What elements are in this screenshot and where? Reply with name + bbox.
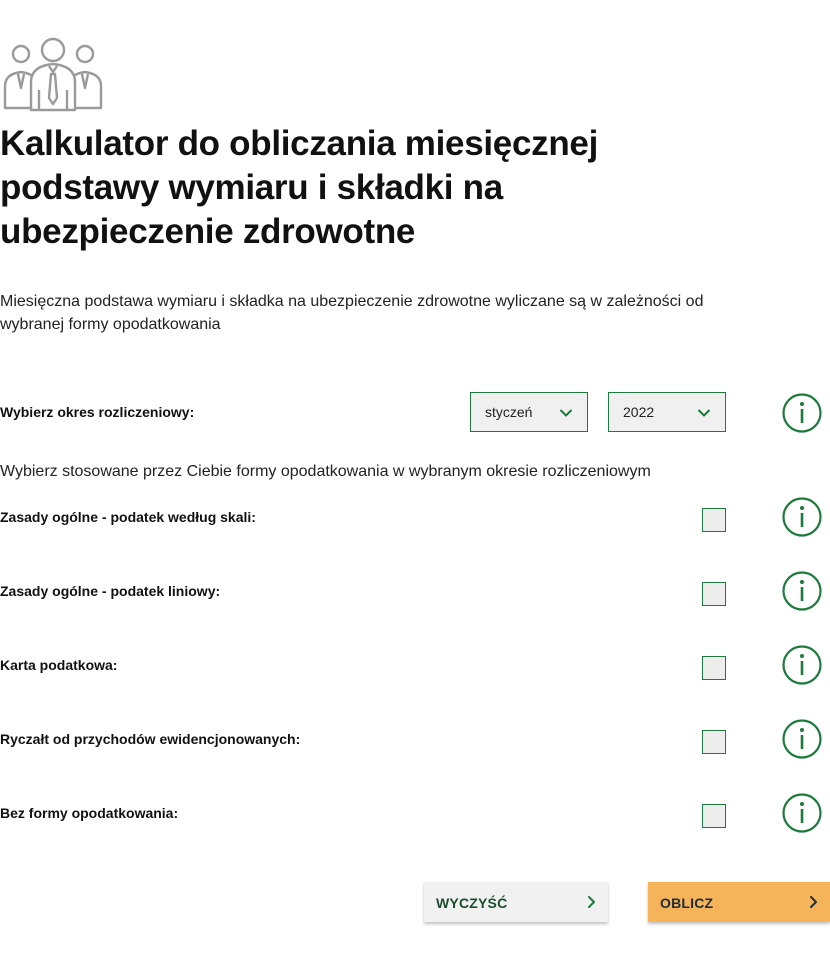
page-title: Kalkulator do obliczania miesięcznej podstawy wymiaru i składki na ubezpieczenie zdrowotne: [0, 124, 598, 251]
tax-card-checkbox[interactable]: [702, 656, 726, 680]
lump-sum-info-icon[interactable]: [782, 719, 822, 759]
taxation-option-label: Bez formy opodatkowania:: [0, 805, 179, 821]
calculate-button[interactable]: [648, 882, 830, 922]
lump-sum-checkbox[interactable]: [702, 730, 726, 754]
no-taxation-info-icon[interactable]: [782, 793, 822, 833]
scale-tax-checkbox[interactable]: [702, 508, 726, 532]
taxation-option-label: Zasady ogólne - podatek według skali:: [0, 509, 256, 525]
month-select-value: styczeń: [485, 404, 533, 420]
month-select[interactable]: [470, 392, 588, 432]
chevron-right-icon: [806, 895, 820, 909]
year-select[interactable]: [608, 392, 726, 432]
taxation-option-label: Zasady ogólne - podatek liniowy:: [0, 583, 221, 599]
no-taxation-checkbox[interactable]: [702, 804, 726, 828]
tax-card-info-icon[interactable]: [782, 645, 822, 685]
clear-button-label: WYCZYŚĆ: [436, 895, 508, 911]
chevron-right-icon: [584, 895, 598, 909]
taxation-prompt: Wybierz stosowane przez Ciebie formy opodatkowania w wybranym okresie rozliczeniowym: [0, 463, 651, 480]
page-description: Miesięczna podstawa wymiaru i składka na ubezpieczenie zdrowotne wyliczane są w zależności od wybranej formy opodatkowania: [0, 293, 704, 333]
linear-tax-checkbox[interactable]: [702, 582, 726, 606]
period-label: Wybierz okres rozliczeniowy:: [0, 404, 195, 420]
year-select-value: 2022: [623, 404, 655, 420]
calculate-button-label: OBLICZ: [660, 895, 714, 911]
taxation-option-label: Karta podatkowa:: [0, 657, 118, 673]
people-group-icon: [3, 36, 103, 112]
chevron-down-icon: [559, 406, 573, 420]
scale-tax-info-icon[interactable]: [782, 497, 822, 537]
linear-tax-info-icon[interactable]: [782, 571, 822, 611]
period-info-icon[interactable]: [782, 393, 822, 433]
clear-button[interactable]: [424, 882, 608, 922]
taxation-option-label: Ryczałt od przychodów ewidencjonowanych:: [0, 731, 301, 747]
chevron-down-icon: [697, 406, 711, 420]
